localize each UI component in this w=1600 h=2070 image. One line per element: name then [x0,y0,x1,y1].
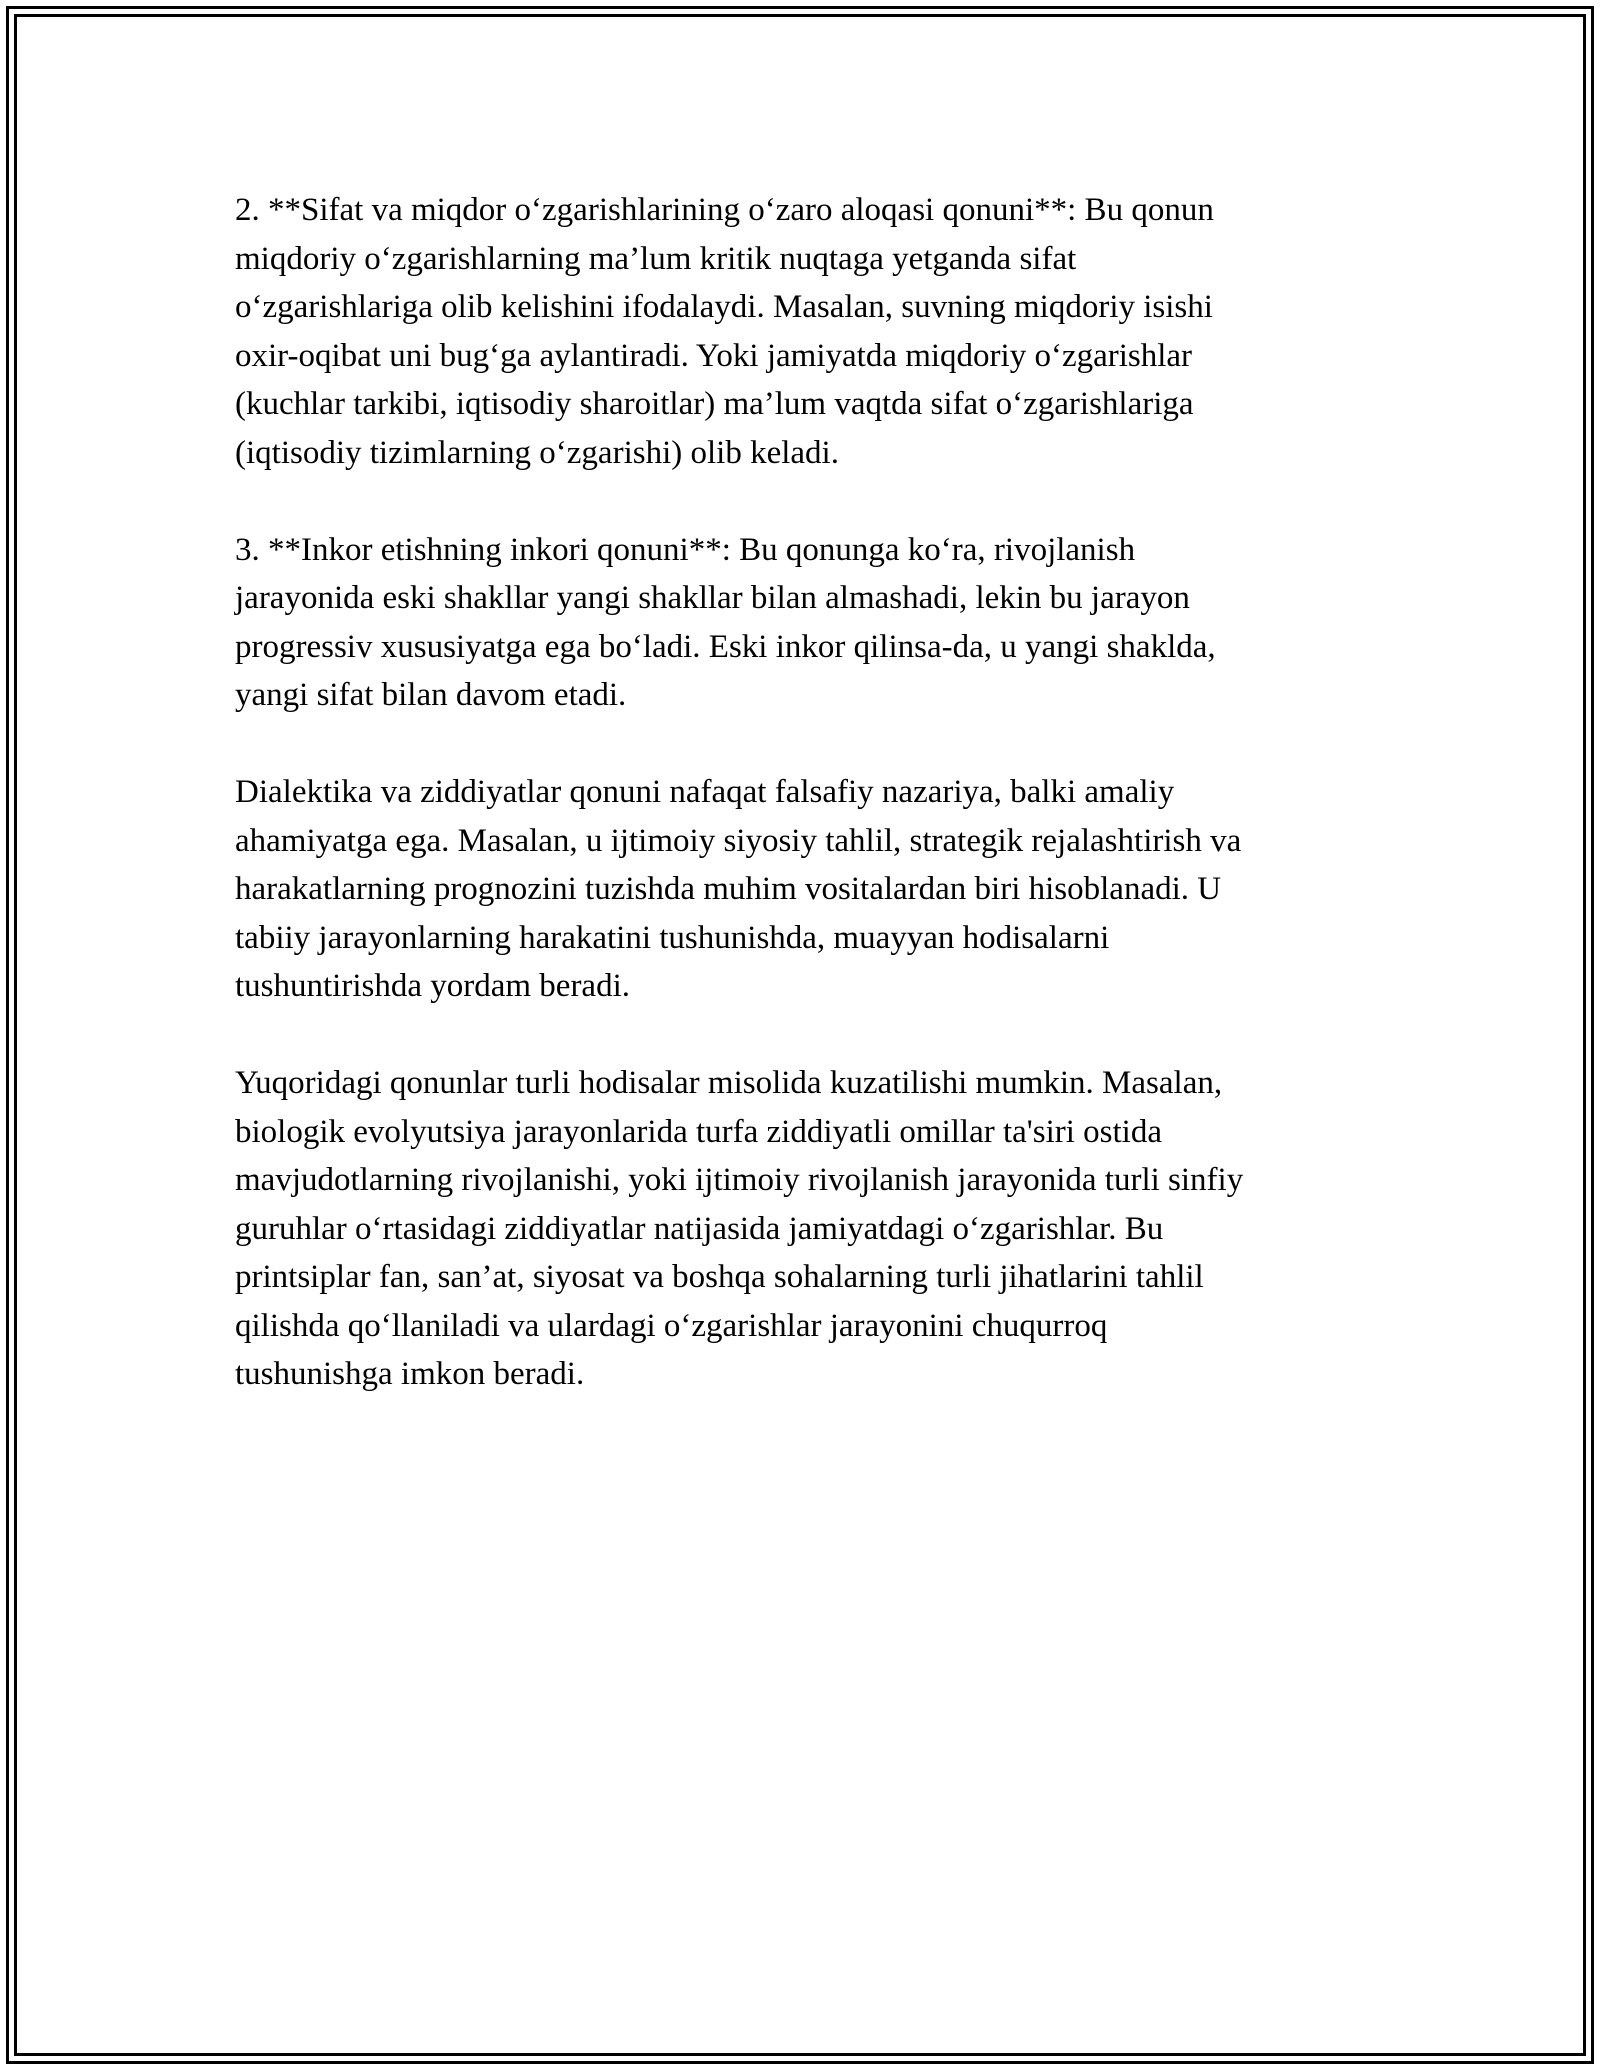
text-line: harakatlarning prognozini tuzishda muhim vositalardan biri hisoblanadi. U [235,871,1222,907]
paragraph-law-quantity-quality [235,186,1375,477]
text-line: guruhlar o‘rtasidagi ziddiyatlar natijasida jamiyatdagi o‘zgarishlar. Bu [235,1210,1164,1247]
text-line: yangi sifat bilan davom etadi. [235,677,627,713]
text-line: oxir-oqibat uni bug‘ga aylantiradi. Yoki jamiyatda miqdoriy o‘zgarishlar [235,337,1193,374]
text-line: (kuchlar tarkibi, iqtisodiy sharoitlar) ma’lum vaqtda sifat o‘zgarishlariga [235,386,1194,422]
text-line: miqdoriy o‘zgarishlarning ma’lum kritik nuqtaga yetganda sifat [235,240,1077,277]
text-line: jarayonida eski shakllar yangi shakllar bilan almashadi, lekin bu jarayon [235,580,1190,616]
text-line: (iqtisodiy tizimlarning o‘zgarishi) olib keladi. [235,434,839,471]
text-line: tushunishga imkon beradi. [235,1356,585,1392]
text-line: mavjudotlarning rivojlanishi, yoki ijtimoiy rivojlanish jarayonida turli sinfiy [235,1162,1244,1198]
text-line: tushuntirishda yordam beradi. [235,968,631,1004]
text-line: Dialektika va ziddiyatlar qonuni nafaqat falsafiy nazariya, balki amaliy [235,774,1175,810]
paragraph-examples [235,1059,1375,1399]
text-line: qilishda qo‘llaniladi va ulardagi o‘zgarishlar jarayonini chuqurroq [235,1307,1108,1344]
text-line: o‘zgarishlariga olib kelishini ifodalaydi. Masalan, suvning miqdoriy isishi [235,289,1213,325]
text-line: tabiiy jarayonlarning harakatini tushunishda, muayyan hodisalarni [235,919,1110,956]
text-line: Yuqoridagi qonunlar turli hodisalar misolida kuzatilishi mumkin. Masalan, [235,1065,1223,1101]
text-line: biologik evolyutsiya jarayonlarida turfa ziddiyatli omillar ta'siri ostida [235,1113,1162,1150]
paragraph-law-negation [235,526,1375,720]
text-line: 3. **Inkor etishning inkori qonuni**: Bu qonunga ko‘ra, rivojlanish [235,531,1136,568]
text-line: ahamiyatga ega. Masalan, u ijtimoiy siyosiy tahlil, strategik rejalashtirish va [235,822,1242,859]
document-body [235,186,1375,1447]
paragraph-dialectics-practical [235,768,1375,1011]
text-line: printsiplar fan, san’at, siyosat va boshqa sohalarning turli jihatlarini tahlil [235,1259,1204,1295]
text-line: progressiv xususiyatga ega bo‘ladi. Eski inkor qilinsa-da, u yangi shaklda, [235,628,1216,665]
text-line: 2. **Sifat va miqdor o‘zgarishlarining o‘zaro aloqasi qonuni**: Bu qonun [235,192,1214,228]
